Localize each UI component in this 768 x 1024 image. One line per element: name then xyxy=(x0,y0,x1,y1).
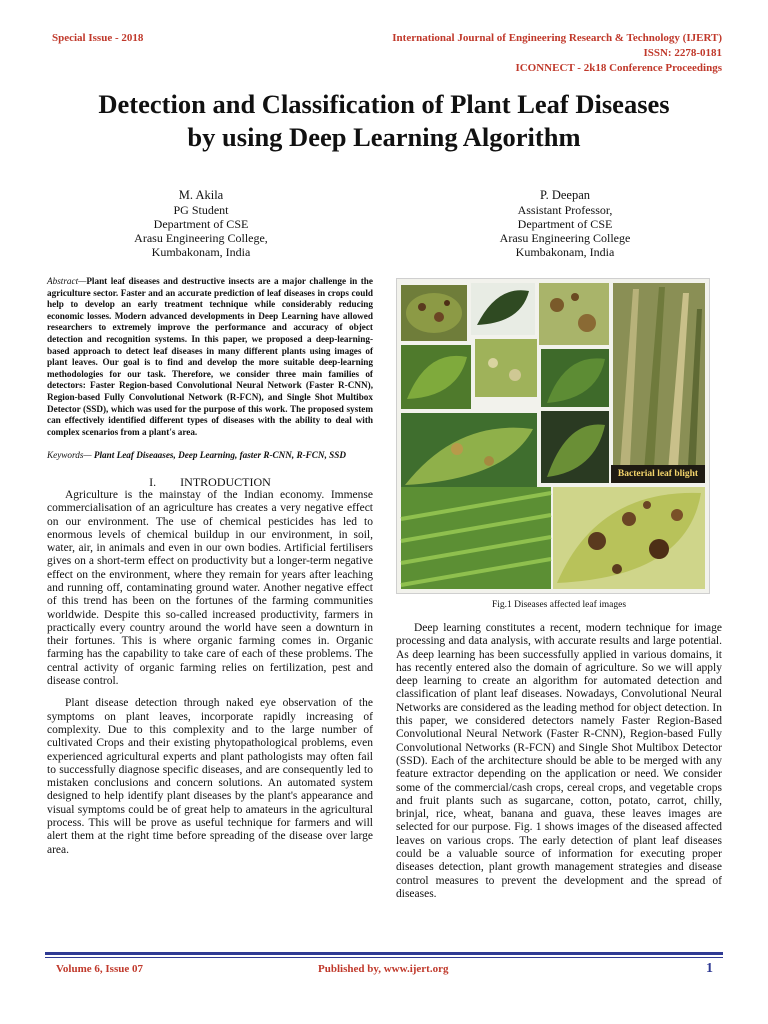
footer-rule-thin xyxy=(45,957,723,958)
keywords xyxy=(47,450,373,462)
journal-name: International Journal of Engineering Research & Technology (IJERT) xyxy=(392,32,722,44)
diseased-leaf-figure xyxy=(396,278,710,594)
author-block-2 xyxy=(465,188,665,259)
author-city: Kumbakonam, India xyxy=(515,245,615,259)
volume-label: Volume 6, Issue 07 xyxy=(56,963,143,975)
author-college: Arasu Engineering College xyxy=(499,231,631,245)
intro-paragraph-2: Plant disease detection through naked eye observation of the symptoms on plant leaves, incorporate rapidly increasing of complexity. Due to this complexity and to the large number of cultivated Crops and their existing phytopathological problems, even experienced agricultural experts and plant pathologists may often fail to successfully diagnose specific diseases, and are consequently led to mistaken conclusions and concern solutions. An automated system designed to help identify plant diseases by the plant's appearance and visual symptoms could be of great help to amateurs in the agricultural process. This will be prove as useful technique for farmers and will alert them at the right time before spreading of the disease over large area. xyxy=(47,697,373,856)
right-paragraph: Deep learning constitutes a recent, modern technique for image processing and data analysis, with accurate results and large potential. As deep learning has been successfully applied in various domains, it has recently entered also the domain of agriculture. So we will apply deep learning to create an algorithm for automated detection and classification of plant leaf diseases. Nowadays, Convolutional Neural Networks are considered as the leading method for object detection. In this paper, we considered detectors namely Faster Region-Based Convolutional Neural Network (Faster R-CNN), Region-based Fully Convolutional Networks (R-FCN) and Single Shot Multibox Detector (SSD). Each of the architecture should be able to be merged with any feature extractor depending on the application or need. We consider some of the commercial/cash crops, cereal crops, and vegetable crops and fruit plants such as sugarcane, cotton, potato, carrot, chilly, brinjal, rice, wheat, banana and guava, these leaves images are selected for our purpose. Fig. 1 shows images of the diseased affected leaves on various crops. The early detection of plant leaf diseases could be a valuable source of information for executing proper diseases detection, plant growth management strategies and disease control measures to prevent the development and the spread of diseases. xyxy=(396,622,722,900)
issn-label: ISSN: 2278-0181 xyxy=(643,47,722,59)
abstract xyxy=(47,276,373,438)
intro-paragraph-1: Agriculture is the mainstay of the Indian economy. Immense commercialisation of an agriculture has creates a very negative effect on our environment. The use of chemical pesticides has led to enormous levels of chemical buildup in our environment, in soil, water, air, in animals and even in our own bodies. Artificial fertilisers gives on a short-term effect on productivity but a longer-term negative effect on the environment, where they remain for years after leaching and running off, contaminating ground water. Another negative effect of this trend has been on the fortunes of the farming communities worldwide. Despite this so-called increased productivity, farmers in practically every country around the world have seen a downturn in their fortunes. This is where organic farming comes in. Organic farming has the capability to take care of each of these problems. The central activity of organic farming relies on fertilization, pest and disease control. xyxy=(47,488,373,688)
author-role: PG Student xyxy=(173,203,229,217)
title-line-2: by using Deep Learning Algorithm xyxy=(187,122,581,152)
special-issue-label: Special Issue - 2018 xyxy=(52,32,144,44)
title-line-1: Detection and Classification of Plant Leaf Diseases xyxy=(98,89,670,119)
leaf-collage-image xyxy=(397,279,709,593)
author-dept: Department of CSE xyxy=(517,217,613,231)
figure-caption: Fig.1 Diseases affected leaf images xyxy=(491,600,627,610)
keywords-lead: Keywords— xyxy=(47,450,92,461)
author-role: Assistant Professor, xyxy=(517,203,613,217)
author-name: M. Akila xyxy=(178,188,224,202)
author-block-1 xyxy=(101,188,301,259)
conference-label: ICONNECT - 2k18 Conference Proceedings xyxy=(515,62,722,74)
publisher-label: Published by, www.ijert.org xyxy=(318,963,449,975)
journal-header xyxy=(392,31,722,76)
page-number: 1 xyxy=(706,961,713,976)
author-name: P. Deepan xyxy=(540,188,590,202)
figure-overlay-label: Bacterial leaf blight xyxy=(617,469,699,479)
right-column xyxy=(396,278,722,901)
paper-title xyxy=(30,88,738,154)
section-heading-introduction: I. INTRODUCTION xyxy=(149,474,271,489)
author-college: Arasu Engineering College, xyxy=(134,231,268,245)
author-dept: Department of CSE xyxy=(153,217,249,231)
footer-rule xyxy=(45,952,723,955)
abstract-text: Plant leaf diseases and destructive insects are a major challenge in the agriculture sector. Faster and an accurate prediction of leaf diseases in crops could help to develop an early treatment technique while considerably reducing economic losses. Modern advanced developments in Deep Learning have allowed researchers to extremely improve the performance and accuracy of object detection and recognition systems. In this paper, we proposed a deep-learning-based approach to detect leaf diseases in many different plants using images of plant leaves. Our goal is to find and develop the more suitable deep-learning methodologies for our task. Therefore, we consider three main families of detectors: Faster Region-based Convolutional Neural Network (Faster R-CNN), Region-based Fully Convolutional Network (R-FCN), and Single Shot Multibox Detector (SSD), which was used for the purpose of this work. The proposed system can effectively identified different types of diseases with the ability to deal with complex scenarios from a plant's area. xyxy=(47,276,373,437)
author-city: Kumbakonam, India xyxy=(151,245,251,259)
keywords-text: Plant Leaf Diseaases, Deep Learning, faster R-CNN, R-FCN, SSD xyxy=(91,450,347,461)
abstract-lead: Abstract— xyxy=(47,276,87,286)
left-column xyxy=(47,276,373,857)
